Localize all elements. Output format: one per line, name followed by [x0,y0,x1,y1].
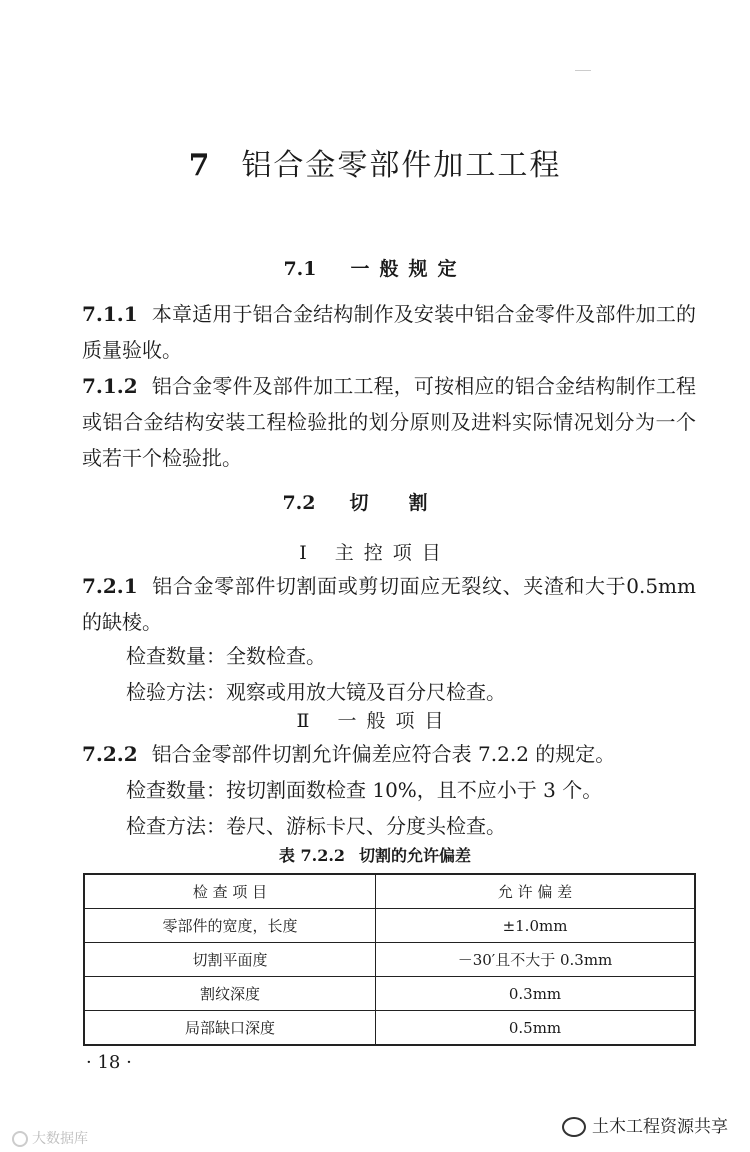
clause-number: 7.2.1 [82,574,138,598]
clause-number: 7.1.2 [82,374,138,398]
inspection-method-7-2-1: 检验方法：观察或用放大镜及百分尺检查。 [126,680,506,704]
section-number: 7.2 [282,492,316,514]
watermark-text: 大数据库 [32,1131,88,1147]
clause-7-1-1 [82,296,696,368]
table-cell: 零部件的宽度，长度 [84,909,376,943]
deviation-table [83,873,696,1046]
clause-7-2-1 [82,568,696,640]
table-cell: －30′且不大于 0.3mm [376,943,696,977]
table-cell: 0.5mm [376,1011,696,1046]
inspection-method-7-2-2: 检查方法：卷尺、游标卡尺、分度头检查。 [126,814,506,838]
subsection-general [0,706,750,733]
table-row [84,943,695,977]
section-number: 7.1 [283,258,317,280]
watermark [12,1128,88,1148]
subsection-title-text: 一般项目 [337,710,454,732]
page-number: · 18 · [86,1052,132,1073]
table-header: 允 许 偏 差 [376,874,696,909]
clause-text: 铝合金零部件切割允许偏差应符合表 7.2.2 的规定。 [151,742,616,766]
section-title-text: 一般规定 [350,258,467,280]
clause-text: 铝合金零部件切割面或剪切面应无裂纹、夹渣和大于0.5mm的缺棱。 [82,574,696,634]
table-cell: ±1.0mm [376,909,696,943]
section-title-7-2 [0,488,750,515]
table-cell: 切割平面度 [84,943,376,977]
table-row [84,977,695,1011]
clause-number: 7.2.2 [82,742,138,766]
wechat-icon [562,1117,586,1137]
table-header-row [84,874,695,909]
subsection-title-text: 主控项目 [334,542,451,564]
table-row [84,909,695,943]
table-header: 检 查 项 目 [84,874,376,909]
clause-text: 本章适用于铝合金结构制作及安装中铝合金零件及部件加工的质量验收。 [82,302,696,362]
clause-number: 7.1.1 [82,302,138,326]
subsection-main-control [0,538,750,565]
roman-numeral: Ⅱ [296,710,310,732]
table-caption-title: 切割的允许偏差 [359,846,472,865]
clause-text: 铝合金零件及部件加工工程，可按相应的铝合金结构制作工程或铝合金结构安装工程检验批的划分原则及进料实际情况划分为一个或若干个检验批。 [82,374,696,470]
table-cell: 割纹深度 [84,977,376,1011]
corner-mark [575,70,591,71]
footer-source-text: 土木工程资源共享 [592,1117,728,1137]
clause-7-1-2 [82,368,696,476]
table-caption [0,843,750,866]
inspection-quantity-7-2-2: 检查数量：按切割面数检查 10%，且不应小于 3 个。 [126,778,603,802]
section-title-text: 切割 [349,492,468,514]
footer-source [562,1112,728,1137]
roman-numeral: Ⅰ [299,542,307,564]
table-row [84,1011,695,1046]
chapter-title [0,140,750,184]
table-cell: 0.3mm [376,977,696,1011]
clause-7-2-2 [82,736,696,772]
chapter-number: 7 [188,148,212,183]
watermark-icon [12,1131,28,1147]
section-title-7-1 [0,254,750,281]
inspection-quantity-7-2-1: 检查数量：全数检查。 [126,644,326,668]
table-cell: 局部缺口深度 [84,1011,376,1046]
table-caption-number: 表 7.2.2 [278,846,346,865]
chapter-title-text: 铝合金零部件加工工程 [241,148,562,183]
